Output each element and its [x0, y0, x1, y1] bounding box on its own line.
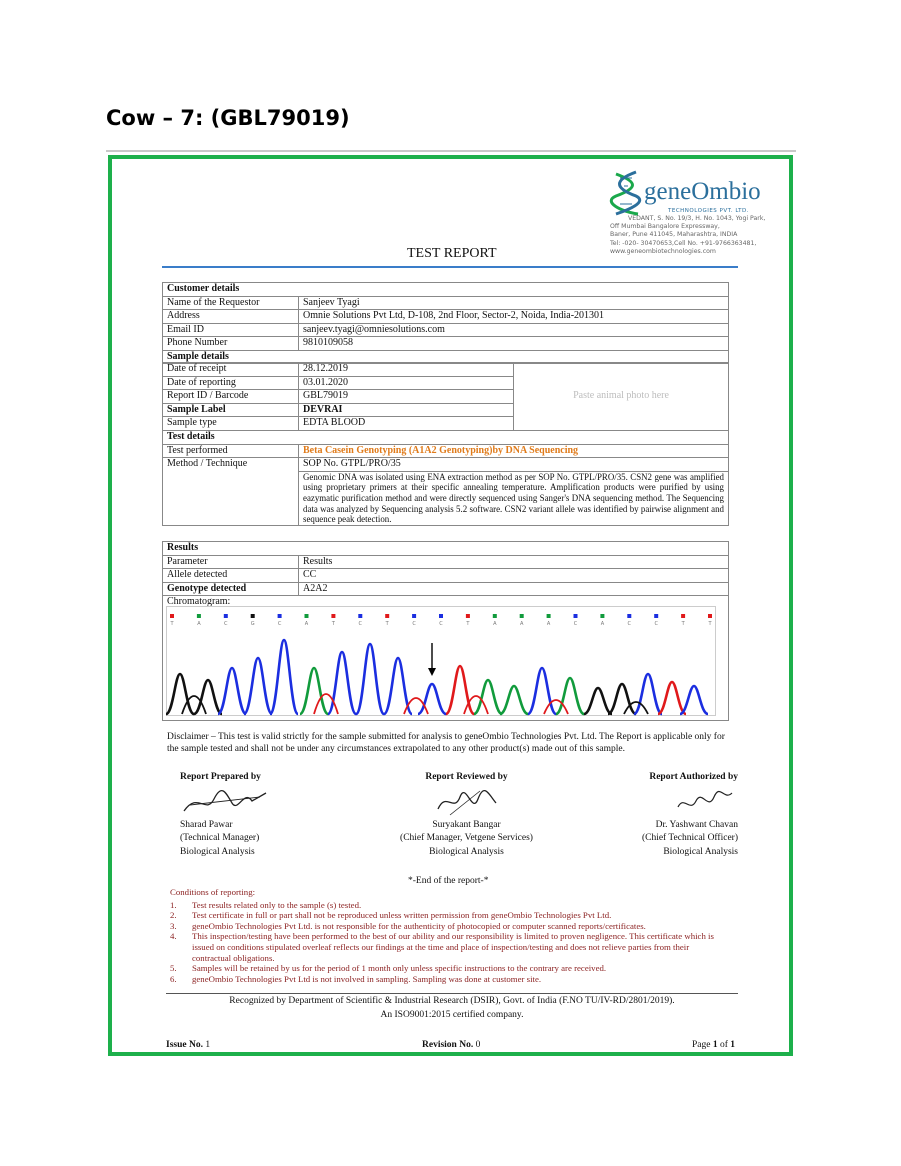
- base-call-marker: [385, 614, 389, 618]
- signatory-title: (Technical Manager): [180, 833, 260, 843]
- prepared-by-block: [180, 771, 270, 859]
- section-header-row: [163, 542, 729, 556]
- address-line: Tel: -020- 30470653,Cell No. +91-9766363481,: [610, 239, 757, 247]
- column-header: Parameter: [163, 555, 299, 569]
- base-call-marker: [305, 614, 309, 618]
- list-item: [170, 921, 730, 932]
- row-value: Sanjeev Tyagi: [299, 296, 729, 310]
- row-label: Test performed: [163, 444, 299, 458]
- signatory-role: Report Reviewed by: [425, 772, 508, 782]
- base-call-label: T: [170, 621, 174, 627]
- table-row: [163, 444, 729, 458]
- top-divider: [106, 150, 796, 152]
- row-value: A2A2: [299, 582, 729, 596]
- item-number: 1.: [170, 899, 177, 910]
- base-call-label: C: [358, 621, 363, 627]
- section-header-row: [163, 283, 729, 297]
- base-call-label: T: [331, 621, 335, 627]
- method-description: Genomic DNA was isolated using ENA extraction method as per SOP No. GTPL/PRO/35. CSN2 gene was amplified using proprietary primers at their specific annealing temperature. Amplification products were purified by using eazymatic purification method and were directly sequenced using Sanger's DNA sequencing method. The Sequencing data was analyzed by Sequencing analysis 5.2 software. CSN2 variant allele was identified by pairwise alignment and sequence peak detection.: [299, 471, 729, 526]
- company-address: [610, 215, 790, 256]
- page-total: 1: [730, 1040, 736, 1050]
- logo-name: geneOmbio: [644, 178, 761, 205]
- table-row: [163, 458, 729, 472]
- chromatogram-label: Chromatogram:: [167, 596, 231, 607]
- animal-photo-placeholder: Paste animal photo here: [514, 363, 729, 431]
- base-call-label: T: [466, 621, 470, 627]
- item-text: Test results related only to the sample (s) tested.: [192, 899, 362, 910]
- item-number: 3.: [170, 920, 177, 931]
- item-text: Test certificate in full or part shall not be reproduced unless written permission from geneOmbio Technologies Pvt Ltd.: [192, 910, 612, 921]
- base-call-marker: [681, 614, 685, 618]
- column-header: Results: [299, 555, 729, 569]
- base-call-marker: [708, 614, 712, 618]
- signatory-dept: Biological Analysis: [180, 846, 255, 857]
- base-call-marker: [654, 614, 658, 618]
- item-number: 6.: [170, 973, 177, 984]
- table-row: [163, 555, 729, 569]
- row-value: 9810109058: [299, 337, 729, 351]
- base-call-marker: [197, 614, 201, 618]
- base-call-label: T: [681, 621, 685, 627]
- base-call-label: C: [627, 621, 632, 627]
- row-label: Date of reporting: [163, 376, 299, 390]
- base-call-label: C: [439, 621, 443, 627]
- signature-image: [674, 785, 734, 819]
- table-row: [163, 296, 729, 310]
- conditions-of-reporting: [170, 887, 730, 984]
- conditions-title: Conditions of reporting:: [170, 887, 256, 897]
- logo-tagline: TECHNOLOGIES PVT. LTD.: [668, 208, 749, 214]
- address-line: Off Mumbai Bangalore Expressway,: [610, 223, 720, 231]
- item-text: geneOmbio Technologies Pvt Ltd. is not responsible for the authenticity of photocopied or computer scanned reports/certificates.: [192, 920, 646, 931]
- row-value: DEVRAI: [299, 403, 514, 417]
- row-label: Address: [163, 310, 299, 324]
- row-value: sanjeev.tyagi@omniesolutions.com: [299, 323, 729, 337]
- base-call-label: C: [573, 621, 578, 627]
- base-call-label: G: [250, 621, 255, 627]
- page-label: Page: [692, 1040, 711, 1050]
- signatory-title: (Chief Technical Officer): [641, 833, 738, 843]
- base-call-marker: [600, 614, 604, 618]
- signatory-role: Report Prepared by: [180, 772, 261, 782]
- base-call-marker: [358, 614, 362, 618]
- table-row: [163, 310, 729, 324]
- item-number: 2.: [170, 910, 177, 921]
- row-value: EDTA BLOOD: [299, 417, 514, 431]
- signatory-dept: Biological Analysis: [663, 846, 738, 857]
- list-item: [170, 910, 730, 921]
- row-value: Omnie Solutions Pvt Ltd, D-108, 2nd Floor, Sector-2, Noida, India-201301: [299, 310, 729, 324]
- base-call-label: A: [519, 621, 524, 627]
- base-call-marker: [627, 614, 631, 618]
- footer-divider: [166, 993, 738, 994]
- test-performed-value: Beta Casein Genotyping (A1A2 Genotyping)by DNA Sequencing: [299, 444, 729, 458]
- customer-details-table: [162, 282, 729, 364]
- reviewed-by-block: [395, 771, 538, 859]
- base-call-label: C: [412, 621, 416, 627]
- base-call-marker: [439, 614, 443, 618]
- table-row: [163, 363, 729, 377]
- page-num: 1: [712, 1040, 718, 1050]
- row-label: Sample type: [163, 417, 299, 431]
- table-row: [163, 337, 729, 351]
- signature-image: [180, 785, 270, 819]
- recognition-line: An ISO9001:2015 certified company.: [380, 1009, 524, 1020]
- signatory-name: Sharad Pawar: [180, 819, 233, 830]
- signatory-name: Suryakant Bangar: [432, 819, 501, 830]
- base-call-marker: [278, 614, 282, 618]
- recognition-line: Recognized by Department of Scientific & Industrial Research (DSIR), Govt. of India (F.NO TU/IV-RD/2801/2019).: [229, 996, 675, 1006]
- row-label: Report ID / Barcode: [163, 390, 299, 404]
- address-line: www.geneombiotechnologies.com: [610, 247, 716, 255]
- base-call-marker: [493, 614, 497, 618]
- revision-value: 0: [475, 1040, 481, 1050]
- test-section-title: Test details: [163, 431, 729, 445]
- company-logo: [608, 168, 788, 263]
- base-call-markers: [169, 614, 712, 627]
- list-item: [170, 900, 730, 911]
- base-call-marker: [331, 614, 335, 618]
- base-call-marker: [547, 614, 551, 618]
- base-call-label: A: [546, 621, 551, 627]
- base-call-label: A: [304, 621, 309, 627]
- customer-section-title: Customer details: [163, 283, 729, 297]
- item-text: This inspection/testing have been performed to the best of our ability and our responsibility is limited to proven negligence. This certificate which is issued on conditions stipulated overleaf reflects our findings at the time and place of inspection/testing and does not relieve parties from their contractual obligations.: [192, 931, 714, 963]
- base-call-label: T: [708, 621, 712, 627]
- item-text: geneOmbio Technologies Pvt Ltd is not involved in sampling. Sampling was done at customer site.: [192, 973, 542, 984]
- row-value: CC: [299, 569, 729, 583]
- signatory-role: Report Authorized by: [649, 772, 738, 782]
- report-title: TEST REPORT: [407, 246, 497, 261]
- signatory-name: Dr. Yashwant Chavan: [655, 819, 738, 830]
- method-sop: SOP No. GTPL/PRO/35: [299, 458, 729, 472]
- signature-image: [432, 785, 502, 819]
- results-section-title: Results: [163, 542, 729, 556]
- row-label: Name of the Requestor: [163, 296, 299, 310]
- base-call-marker: [251, 614, 255, 618]
- base-call-marker: [224, 614, 228, 618]
- row-label: Allele detected: [163, 569, 299, 583]
- row-value: GBL79019: [299, 390, 514, 404]
- row-label: Method / Technique: [163, 458, 299, 526]
- page-number: [692, 1040, 735, 1050]
- base-call-label: A: [600, 621, 605, 627]
- disclaimer: Disclaimer – This test is valid strictly for the sample submitted for analysis to geneOmbio Technologies Pvt. Ltd. The Report is applicable only for the sample tested and shall not be under any circumstances extrapolated to any other product(s) made out of this sample.: [167, 732, 725, 754]
- end-of-report: *-End of the report-*: [408, 876, 489, 886]
- row-label: Sample Label: [163, 403, 299, 417]
- item-text: Samples will be retained by us for the period of 1 month only unless specific instructions to the contrary are received.: [192, 963, 607, 974]
- section-header-row: [163, 431, 729, 445]
- base-call-marker: [574, 614, 578, 618]
- base-call-label: A: [493, 621, 497, 627]
- table-row: [163, 582, 729, 596]
- row-label: Email ID: [163, 323, 299, 337]
- list-item: [170, 974, 730, 985]
- issue-number: [166, 1040, 210, 1050]
- test-details-table: [162, 430, 729, 526]
- row-value: 03.01.2020: [299, 376, 514, 390]
- base-call-label: A: [197, 621, 201, 627]
- item-number: 5.: [170, 963, 177, 974]
- row-label: Date of receipt: [163, 363, 299, 377]
- list-item: [170, 931, 730, 963]
- base-call-label: C: [654, 621, 658, 627]
- revision-number: [422, 1040, 480, 1050]
- page-of: of: [719, 1040, 728, 1050]
- authorized-by-block: [632, 771, 738, 859]
- table-row: [163, 569, 729, 583]
- address-line: Baner, Pune 411045, Maharashtra, INDIA: [610, 231, 738, 239]
- recognition-statement: [166, 995, 738, 1022]
- base-call-label: C: [224, 621, 228, 627]
- dna-helix-icon: [608, 168, 646, 218]
- chromatogram: [166, 606, 716, 716]
- row-label: Genotype detected: [163, 582, 299, 596]
- base-call-marker: [520, 614, 524, 618]
- sample-details-table: [162, 362, 729, 431]
- row-label: Phone Number: [163, 337, 299, 351]
- base-call-label: T: [385, 621, 389, 627]
- row-value: 28.12.2019: [299, 363, 514, 377]
- base-call-marker: [412, 614, 416, 618]
- sample-section-title: Sample details: [163, 350, 729, 364]
- table-row: [163, 323, 729, 337]
- signatory-title: (Chief Manager, Vetgene Services): [400, 833, 533, 843]
- title-underline: [162, 266, 738, 268]
- base-call-label: C: [277, 621, 282, 627]
- list-item: [170, 963, 730, 974]
- address-line: VEDANT, S. No. 19/3, H. No. 1043, Yogi Park,: [628, 215, 766, 222]
- base-call-marker: [466, 614, 470, 618]
- page-heading: Cow – 7: (GBL79019): [106, 106, 350, 130]
- revision-label: Revision No.: [422, 1040, 474, 1050]
- issue-value: 1: [205, 1040, 211, 1050]
- base-call-marker: [170, 614, 174, 618]
- issue-label: Issue No.: [166, 1040, 203, 1050]
- signatory-dept: Biological Analysis: [429, 846, 504, 857]
- item-number: 4.: [170, 931, 177, 942]
